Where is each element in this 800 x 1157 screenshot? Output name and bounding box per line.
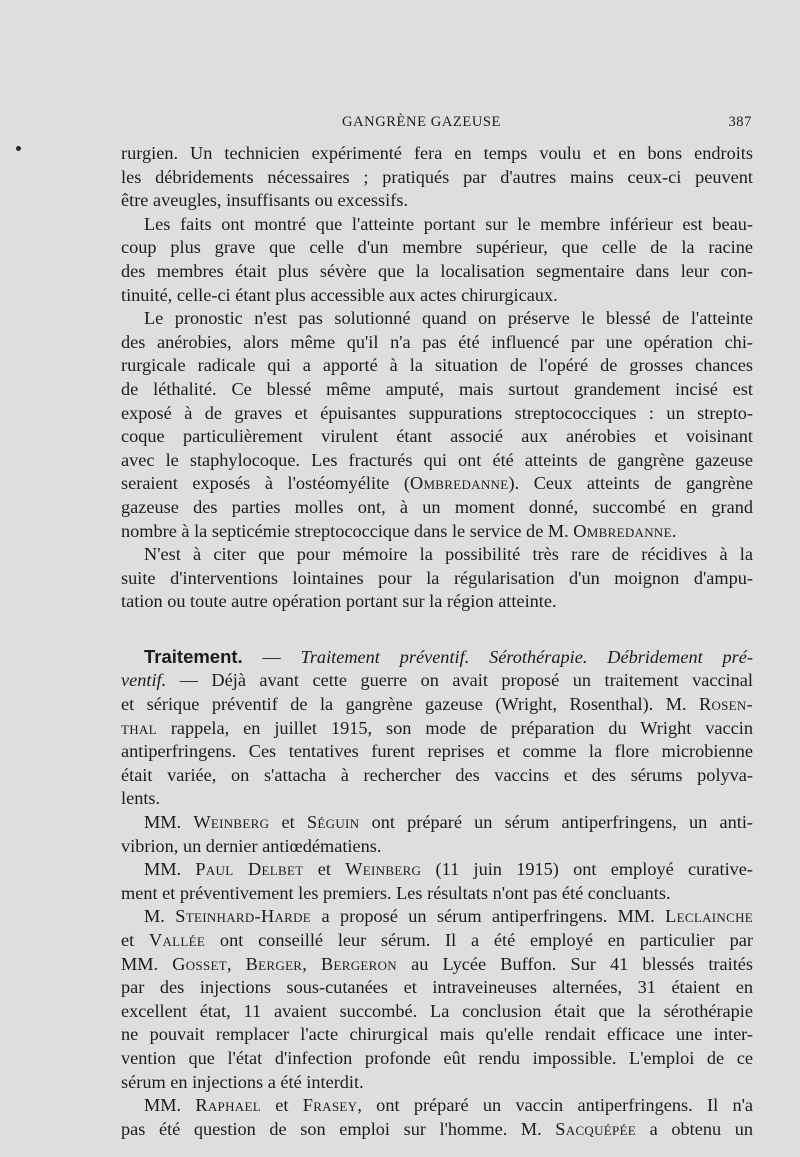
text-span: pas été question de son emploi sur l'homme. M. — [121, 1118, 556, 1139]
body-text — [121, 142, 753, 1141]
text-span: ont préparé un sérum antiperfringens, un anti- — [359, 812, 754, 833]
text-line: vibrion, un dernier antiœdématiens. — [121, 835, 382, 856]
text-line: sérum en injections a été interdit. — [121, 1071, 364, 1092]
text-span: — — [242, 646, 301, 667]
author-name: Bergeron — [321, 953, 397, 974]
text-span: ). Ceux atteints de gangrène — [508, 473, 753, 494]
text-line: suite d'interventions lointaines pour la régularisation d'un moignon d'ampu- — [121, 567, 753, 588]
section-gap — [121, 614, 753, 645]
author-name: Ombredanne — [573, 520, 672, 541]
text-line: Le pronostic n'est pas solutionné quand on préserve le blessé de l'atteinte — [144, 308, 753, 329]
section-subtitle: Traitement préventif. Sérothérapie. Débridement pré- — [300, 646, 753, 667]
text-line — [121, 811, 753, 835]
text-line: les débridements nécessaires ; pratiqués par d'autres mains ceux-ci peuvent — [121, 166, 753, 187]
text-span: au Lycée Buffon. Sur 41 blessés traités — [396, 953, 754, 974]
author-name: Vallée — [148, 930, 206, 950]
text-line: coque particulièrement virulent étant associé aux anérobies et voisinant — [121, 426, 753, 447]
text-line: des membres était plus sévère que la localisation segmentaire dans leur con- — [121, 260, 753, 281]
text-line — [121, 693, 753, 717]
text-line: tinuité, celle-ci étant plus accessible aux actes chirurgicaux. — [121, 284, 558, 305]
text-span: rappela, en juillet 1915, son mode de préparation du Wright vaccin — [156, 717, 753, 738]
text-line: de léthalité. Ce blessé même amputé, mais surtout grandement incisé est — [121, 378, 753, 399]
text-line: par des injections sous-cutanées et intraveineuses alternées, 31 étaient en — [121, 977, 753, 998]
text-line: des anérobies, alors même qu'il n'a pas été influencé par une opération chi- — [121, 331, 753, 352]
author-name: Raphael — [195, 1095, 261, 1116]
text-span: , ont préparé un vaccin antiperfringens. Il n'a — [357, 1095, 754, 1116]
author-name: Sacquépée — [555, 1118, 637, 1139]
margin-mark — [16, 146, 21, 151]
text-line: tation ou toute autre opération portant sur la région atteinte. — [121, 591, 557, 612]
text-span: M. — [144, 906, 176, 927]
text-line — [121, 520, 753, 544]
text-span: ont conseillé leur sérum. Il a été employé en particulier par — [205, 930, 754, 950]
text-span: . — [671, 520, 677, 541]
text-span: MM. — [144, 812, 194, 833]
text-span: et — [121, 930, 149, 950]
text-line: gazeuse des parties molles ont, à un moment donné, succombé en grand — [121, 496, 753, 517]
text-line: coup plus grave que celle d'un membre supérieur, que celle de la racine — [121, 237, 753, 258]
text-line: antiperfringens. Ces tentatives furent reprises et comme la flore microbienne — [121, 741, 753, 762]
text-line: Les faits ont montré que l'atteinte portant sur le membre inférieur est beau- — [144, 213, 753, 234]
text-line — [121, 929, 753, 953]
text-line: rurgicale radicale qui a apporté à la situation de l'opéré de grosses chances — [121, 355, 753, 376]
author-name: Ombredanne — [409, 473, 509, 494]
text-line: rurgien. Un technicien expérimenté fera en temps voulu et en bons endroits — [121, 143, 753, 163]
text-line — [121, 1118, 753, 1142]
text-span: a obtenu un — [636, 1118, 753, 1139]
running-header — [120, 114, 752, 136]
text-span: a proposé un sérum antiperfringens. MM. — [311, 906, 666, 927]
text-line: exposé à de graves et épuisantes suppurations streptococciques : un strepto- — [121, 402, 753, 423]
author-name: Frasey — [302, 1095, 358, 1116]
author-name: Séguin — [306, 812, 360, 833]
author-name: Weinberg — [345, 859, 422, 880]
text-span: et — [303, 859, 346, 880]
author-name: Rosen- — [698, 694, 753, 715]
text-span: seraient exposés à l'ostéomyélite ( — [121, 473, 410, 494]
author-name: Gosset — [172, 953, 227, 974]
running-title: GANGRÈNE GAZEUSE — [342, 114, 502, 130]
text-line — [121, 1094, 753, 1118]
text-line: ne pouvait remplacer l'acte chirurgical mais qu'elle rendait efficace une inter- — [121, 1024, 753, 1045]
text-line — [121, 858, 753, 882]
text-span: MM. — [121, 953, 173, 974]
text-span: et — [260, 1095, 303, 1116]
text-line: ment et préventivement les premiers. Les résultats n'ont pas été concluants. — [121, 882, 671, 903]
text-line: excellent état, 11 avaient succombé. La conclusion était que la sérothérapie — [121, 1000, 753, 1021]
author-name: Paul Delbet — [195, 859, 304, 880]
author-name: Berger — [245, 953, 303, 974]
author-name: Steinhard-Harde — [175, 906, 312, 927]
text-span: — Déjà avant cette guerre on avait proposé un traitement vaccinal — [166, 670, 753, 691]
author-name: Leclainche — [665, 906, 753, 927]
text-line: lents. — [121, 788, 161, 809]
text-line: vention que l'état d'infection profonde eût rendu impossible. L'emploi de ce — [121, 1047, 753, 1068]
text-line: N'est à citer que pour mémoire la possibilité très rare de récidives à la — [144, 544, 753, 565]
text-line — [121, 717, 753, 741]
section-heading: Traitement. — [144, 645, 243, 667]
text-line: était variée, on s'attacha à rechercher des vaccins et des sérums polyva- — [121, 764, 753, 785]
text-span: et — [269, 812, 307, 833]
text-span: , — [226, 953, 246, 974]
text-line — [121, 472, 753, 496]
text-span: MM. — [144, 1095, 196, 1116]
text-span: nombre à la septicémie streptococcique dans le service de M. — [121, 520, 574, 541]
text-span: , — [302, 953, 321, 974]
text-line — [121, 953, 753, 977]
section-subtitle: ventif. — [121, 670, 167, 691]
text-line — [121, 905, 753, 929]
author-name: Weinberg — [193, 812, 270, 833]
author-name: thal — [121, 717, 157, 738]
text-line — [121, 669, 753, 693]
page-number: 387 — [728, 114, 752, 130]
text-line: avec le staphylocoque. Les fracturés qui ont été atteints de gangrène gazeuse — [121, 449, 753, 470]
text-span: (11 juin 1915) ont employé curative- — [421, 859, 753, 880]
text-span: et sérique préventif de la gangrène gazeuse (Wright, Rosenthal). M. — [121, 694, 699, 715]
text-line — [121, 645, 753, 670]
text-span: MM. — [144, 859, 196, 880]
text-line: être aveugles, insuffisants ou excessifs. — [121, 190, 409, 211]
